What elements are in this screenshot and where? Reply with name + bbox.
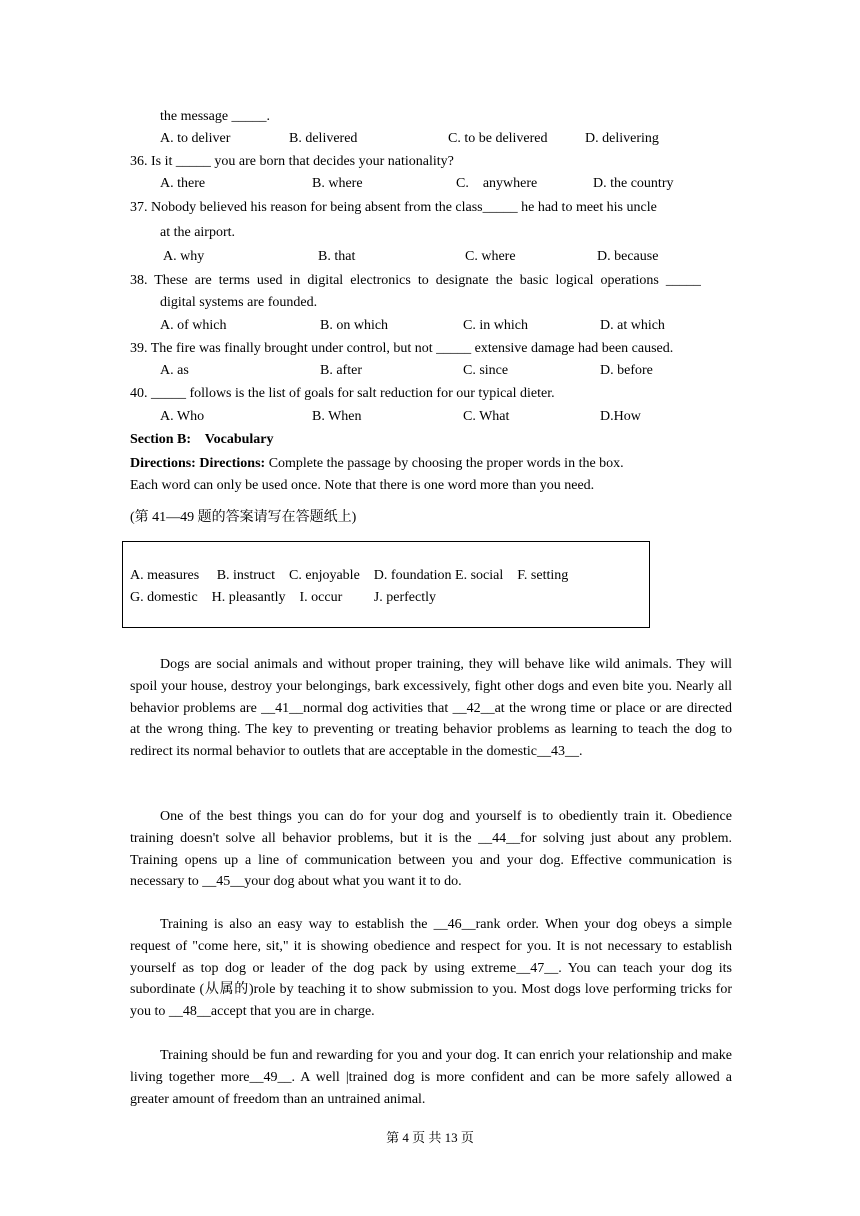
q40-option-a: A. Who	[160, 409, 205, 424]
word-box-row2: G. domestic H. pleasantly I. occur J. perfectly	[130, 590, 436, 605]
q39-stem: 39. The fire was finally brought under control, but not _____ extensive damage had been caused.	[130, 341, 674, 356]
q35-option-a: A. to deliver	[160, 131, 231, 146]
q38-stem: 38. These are terms used in digital electronics to designate the basic logical operations _____	[130, 273, 701, 288]
q36-option-c: C. anywhere	[456, 176, 538, 191]
directions	[130, 455, 624, 473]
passage-paragraph-1: Dogs are social animals and without proper training, they will behave like wild animals. They will spoil your house, destroy your belongings, bark excessively, fight other dogs and even bite you. Nearly all behavior problems are __41__normal dog activities that __42__at the wrong time or place or are directed at the wrong thing. The key to preventing or treating behavior problems as learning to teach the dog to redirect its normal behavior to outlets that are acceptable in the domestic__43__.	[130, 657, 732, 760]
q40-stem: 40. _____ follows is the list of goals for salt reduction for our typical dieter.	[130, 386, 555, 401]
passage-paragraph-4: Training should be fun and rewarding for you and your dog. It can enrich your relationship and make living together more__49__. A well |trained dog is more confident and can be more safely allowed a greater amount of freedom than an untrained animal.	[130, 1048, 732, 1107]
answer-sheet-note: (第 41—49 题的答案请写在答题纸上)	[130, 510, 357, 525]
q38-option-a: A. of which	[160, 318, 227, 333]
q36-option-a: A. there	[160, 176, 206, 191]
q39-option-a: A. as	[160, 363, 189, 378]
q38-option-c: C. in which	[463, 318, 528, 333]
q36-option-b: B. where	[312, 176, 363, 191]
q38-option-b: B. on which	[320, 318, 389, 333]
directions-label: Directions: Directions:	[130, 456, 266, 471]
q38-option-d: D. at which	[600, 318, 665, 333]
directions-text: Complete the passage by choosing the proper words in the box.	[265, 456, 624, 471]
q35-option-b: B. delivered	[289, 131, 358, 146]
q37-option-b: B. that	[318, 249, 356, 264]
directions-line2: Each word can only be used once. Note that there is one word more than you need.	[130, 478, 595, 493]
word-box-row1: A. measures B. instruct C. enjoyable D. foundation E. social F. setting	[130, 568, 569, 583]
q35-tail: the message _____.	[160, 109, 271, 124]
page-footer: 第 4 页 共 13 页	[386, 1130, 474, 1145]
passage-paragraph-3: Training is also an easy way to establish the __46__rank order. When your dog obeys a simple request of "come here, sit," it is showing obedience and respect for you. It is not necessary to establish yourself as top dog or leader of the dog pack by using extreme__47__. You can teach your dog its subordinate (从属的)role by teaching it to show submission to you. Most dogs love performing tricks for you to __48__accept that you are in charge.	[130, 917, 732, 1020]
q39-option-b: B. after	[320, 363, 362, 378]
q36-option-d: D. the country	[593, 176, 674, 191]
q39-option-c: C. since	[463, 363, 509, 378]
q38-cont: digital systems are founded.	[160, 295, 318, 310]
q39-option-d: D. before	[600, 363, 653, 378]
q35-option-c: C. to be delivered	[448, 131, 548, 146]
q37-option-c: C. where	[465, 249, 516, 264]
q37-stem: 37. Nobody believed his reason for being absent from the class_____ he had to meet his uncle	[130, 200, 657, 215]
passage-paragraph-2: One of the best things you can do for your dog and yourself is to obediently train it. Obedience training doesn't solve all behavior problems, but it is the __44__for solving just about any problem. Training opens up a line of communication between you and your dog. Effective communication is necessary to __45__your dog about what you want it to do.	[130, 809, 732, 890]
q37-option-d: D. because	[597, 249, 659, 264]
q37-cont: at the airport.	[160, 225, 236, 240]
q40-option-d: D.How	[600, 409, 641, 424]
q40-option-c: C. What	[463, 409, 510, 424]
q37-option-a: A. why	[163, 249, 205, 264]
q40-option-b: B. When	[312, 409, 362, 424]
q35-option-d: D. delivering	[585, 131, 659, 146]
section-title: Section B: Vocabulary	[130, 432, 274, 447]
q36-stem: 36. Is it _____ you are born that decides your nationality?	[130, 154, 454, 169]
